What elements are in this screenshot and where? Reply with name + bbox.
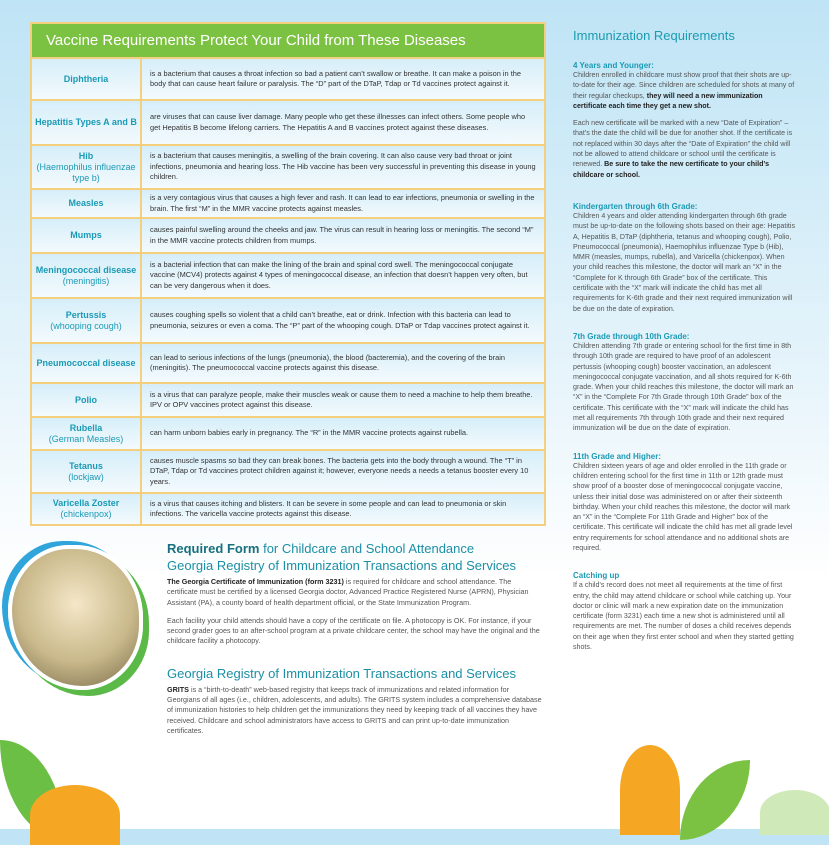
disease-name: Diphtheria [32, 59, 142, 99]
table-title: Vaccine Requirements Protect Your Child from These Diseases [32, 24, 544, 57]
table-row [32, 342, 544, 382]
form-paragraph: The Georgia Certificate of Immunization (form 3231) is required for childcare and school attendance. The certificate must be certified by a licensed Georgia doctor, Advanced Practice Registered Nurse (APRN), Physician Assistant (PA), a county board of health department official, or the State Immunization Program. [167, 577, 529, 607]
disease-description: is a very contagious virus that causes a high fever and rash. It can lead to ear infections, pneumonia or swelling in the brain. The first “M” in the MMR vaccine protects against measles. [150, 193, 535, 213]
disease-description: causes muscle spasms so bad they can break bones. The bacteria gets into the body through a wound. The “T” in DTaP, Tdap or Td vaccines protect children against it; however, everyone needs a needs a tetanus booster every 10 years. [150, 455, 529, 486]
table-row [32, 144, 544, 188]
disease-name: Hepatitis Types A and B [32, 101, 142, 144]
disease-description: is a bacterium that causes a throat infection so bad a patient can’t swallow or breathe. It can make a poison in the body that can cause heart failure or paralysis. The “D” part of the DTaP, Tdap or Td vaccines protect against it. [150, 68, 521, 88]
disease-description: is a bacterium that causes meningitis, a swelling of the brain covering. It can also cause very bad throat or joint infections, pneumonia and hearing loss. The Hib vaccine has been very successful in preventing this disease in young children. [150, 151, 536, 182]
disease-name: Varicella Zoster (chickenpox) [32, 494, 142, 524]
immunization-requirements [565, 0, 821, 829]
disease-name: Measles [32, 190, 142, 217]
disease-description: causes coughing spells so violent that a child can’t breathe, eat or drink. Infection with this bacteria can lead to pneumonia, seizures or even a coma. The “P” part of the whooping cough. DTaP or Tdap vaccines protect against it. [150, 310, 530, 330]
disease-name: Meningococcal disease (meningitis) [32, 254, 142, 297]
table-row [32, 492, 544, 524]
disease-description: is a virus that can paralyze people, make their muscles weak or cause them to need a machine to help them breathe. IPV or OPV vaccines protect against this disease. [150, 389, 533, 409]
table-row [32, 188, 544, 217]
section-k-6: Kindergarten through 6th Grade: Children 4 years and older attending kindergarten through 6th grade must be up-to-date on the following shots based on their age: Hepatitis A, Hepatitis B, DTaP (diphtheria, tetanus and whooping cough), Polio, Pneumococcal (pneumonia), Haemophilus influenzae Type b (Hib), MMR (measles, mumps, rubella), and Varicella (chickenpox). When your child reaches this milestone, the doctor will mark an “X” in the “Complete for K through 6th Grade” box of the certificate. This certificate with the “X” mark will indicate the child has met all requirements for K-6th grade and their next required immunization will be due on the date of expiration. [573, 201, 796, 313]
required-form-subtitle: Georgia Registry of Immunization Transactions and Services [167, 558, 516, 573]
table-row [32, 382, 544, 416]
section-11-higher: 11th Grade and Higher: Children sixteen years of age and older enrolled in the 11th grade or children entering school for the first time in 11th or 12th grade must show proof of a booster dose of meningococcal conjugate vaccine, unless their initial dose was administered on or after their sixteenth birthday. When your child reaches this milestone, the doctor will mark an “X” in the “Complete For 11th Grade and Higher” box of the certificate. This certificate will indicate the child has met all grade level entry requirements for school attendance and no additional shots are required. [573, 451, 793, 552]
students-photo [8, 545, 143, 690]
form-paragraph: Each facility your child attends should have a copy of the certificate on file. A photocopy is OK. For instance, if your second grader goes to an after-school program at a private childcare center, the school may have the original and the childcare facility a photocopy. [167, 615, 540, 646]
disease-name: Pneumococcal disease [32, 344, 142, 382]
disease-description: can lead to serious infections of the lungs (pneumonia), the blood (bacteremia), and the covering of the brain (meningitis). The pneumococcal vaccine protects against this disease. [150, 352, 505, 372]
table-row [32, 217, 544, 252]
disease-name: Pertussis (whooping cough) [32, 299, 142, 342]
table-row [32, 57, 544, 99]
disease-name: Hib (Haemophilus influenzae type b) [32, 146, 142, 188]
disease-description: is a virus that causes itching and blisters. It can be severe in some people and can lead to pneumonia or skin infections. The varicella vaccine protects against this disease. [150, 498, 507, 518]
section-4-years: 4 Years and Younger: Children enrolled in childcare must show proof that their shots are up-to-date for their age. Since children are scheduled for shots at many of their regular checkups, they will need a new immunization certificate each time they get a new shot. Each new certificate will be marked with a new “Date of Expiration” – that’s the date the child will be due for another shot. If the certificate is not replaced within 30 days after the “Date of Expiration” the child will not be allowed to attend childcare or school until the certificate is renewed. Be sure to take the new certificate to your child’s childcare or school. [573, 61, 795, 179]
disease-description: is a bacterial infection that can make the lining of the brain and spinal cord swell. The meningococcal conjugate vaccine (MCV4) protects against 4 types of meningococcal disease, an infection that doesn’t happen very often, but can be very dangerous when it does. [150, 259, 528, 290]
disease-name: Rubella (German Measles) [32, 418, 142, 449]
required-form-title: Required Form for Childcare and School Attendance [167, 541, 475, 556]
required-form-section [167, 540, 542, 736]
disease-table [30, 22, 546, 526]
table-row [32, 449, 544, 492]
table-row [32, 252, 544, 297]
table-row [32, 416, 544, 449]
section-7-10: 7th Grade through 10th Grade: Children attending 7th grade or entering school for the first time in 8th through 10th grade are required to have proof of an adolescent pertussis (whooping cough) booster vaccination, an adolescent meningococcal conjugate vaccination, and all shots required for K-6th grade. When your child reaches this milestone, the doctor will mark an “X” in the “Complete For 7th Grade through 10th Grade” box of the certificate. This certificate with the “X” mark will indicate the child has met all requirements 7th through 10th grade and their next required immunization will be due on the date of expiration. [573, 331, 794, 433]
leaf-decoration [760, 790, 829, 835]
disease-name: Tetanus (lockjaw) [32, 451, 142, 492]
disease-description: can harm unborn babies early in pregnancy. The “R” in the MMR vaccine protects against rubella. [150, 428, 469, 438]
grits-title: Georgia Registry of Immunization Transactions and Services [167, 665, 516, 681]
disease-description: causes painful swelling around the cheeks and jaw. The virus can result in hearing loss or meningitis. The second “M” in the MMR vaccine protects children from mumps. [150, 225, 534, 245]
table-row [32, 99, 544, 144]
leaf-decoration [620, 745, 680, 835]
disease-name: Polio [32, 384, 142, 416]
section-catching-up: Catching up If a child’s record does not meet all requirements at the time of first entry, the child may attend childcare or school while catching up. Your doctor or clinic will mark a new expiration date on the immunization certificate (form 3231) each time a new shot is administered until all requirements are met. The number of doses a child receives depends on their age when they first enter school and when they started getting shots. [573, 571, 794, 652]
table-row [32, 297, 544, 342]
disease-name: Mumps [32, 219, 142, 252]
requirements-title: Immunization Requirements [573, 28, 735, 43]
grits-paragraph: GRITS is a “birth-to-death” web-based registry that keeps track of immunizations and related information for Georgians of all ages (i.e., children, adolescents, and adults). The GRITS system includes a comprehensive database of immunization histories to help children get the immunizations they need by keeping track of all vaccines they have received. Childcare and school administrators have access to GRITS and can print up-to-date immunization certificates. [167, 684, 542, 735]
disease-description: are viruses that can cause liver damage. Many people who get these illnesses can infect others. Some people who get Hepatitis B become lifelong carriers. The Hepatitis A and B vaccines protect against these diseases. [150, 112, 526, 132]
leaf-decoration [30, 785, 120, 845]
